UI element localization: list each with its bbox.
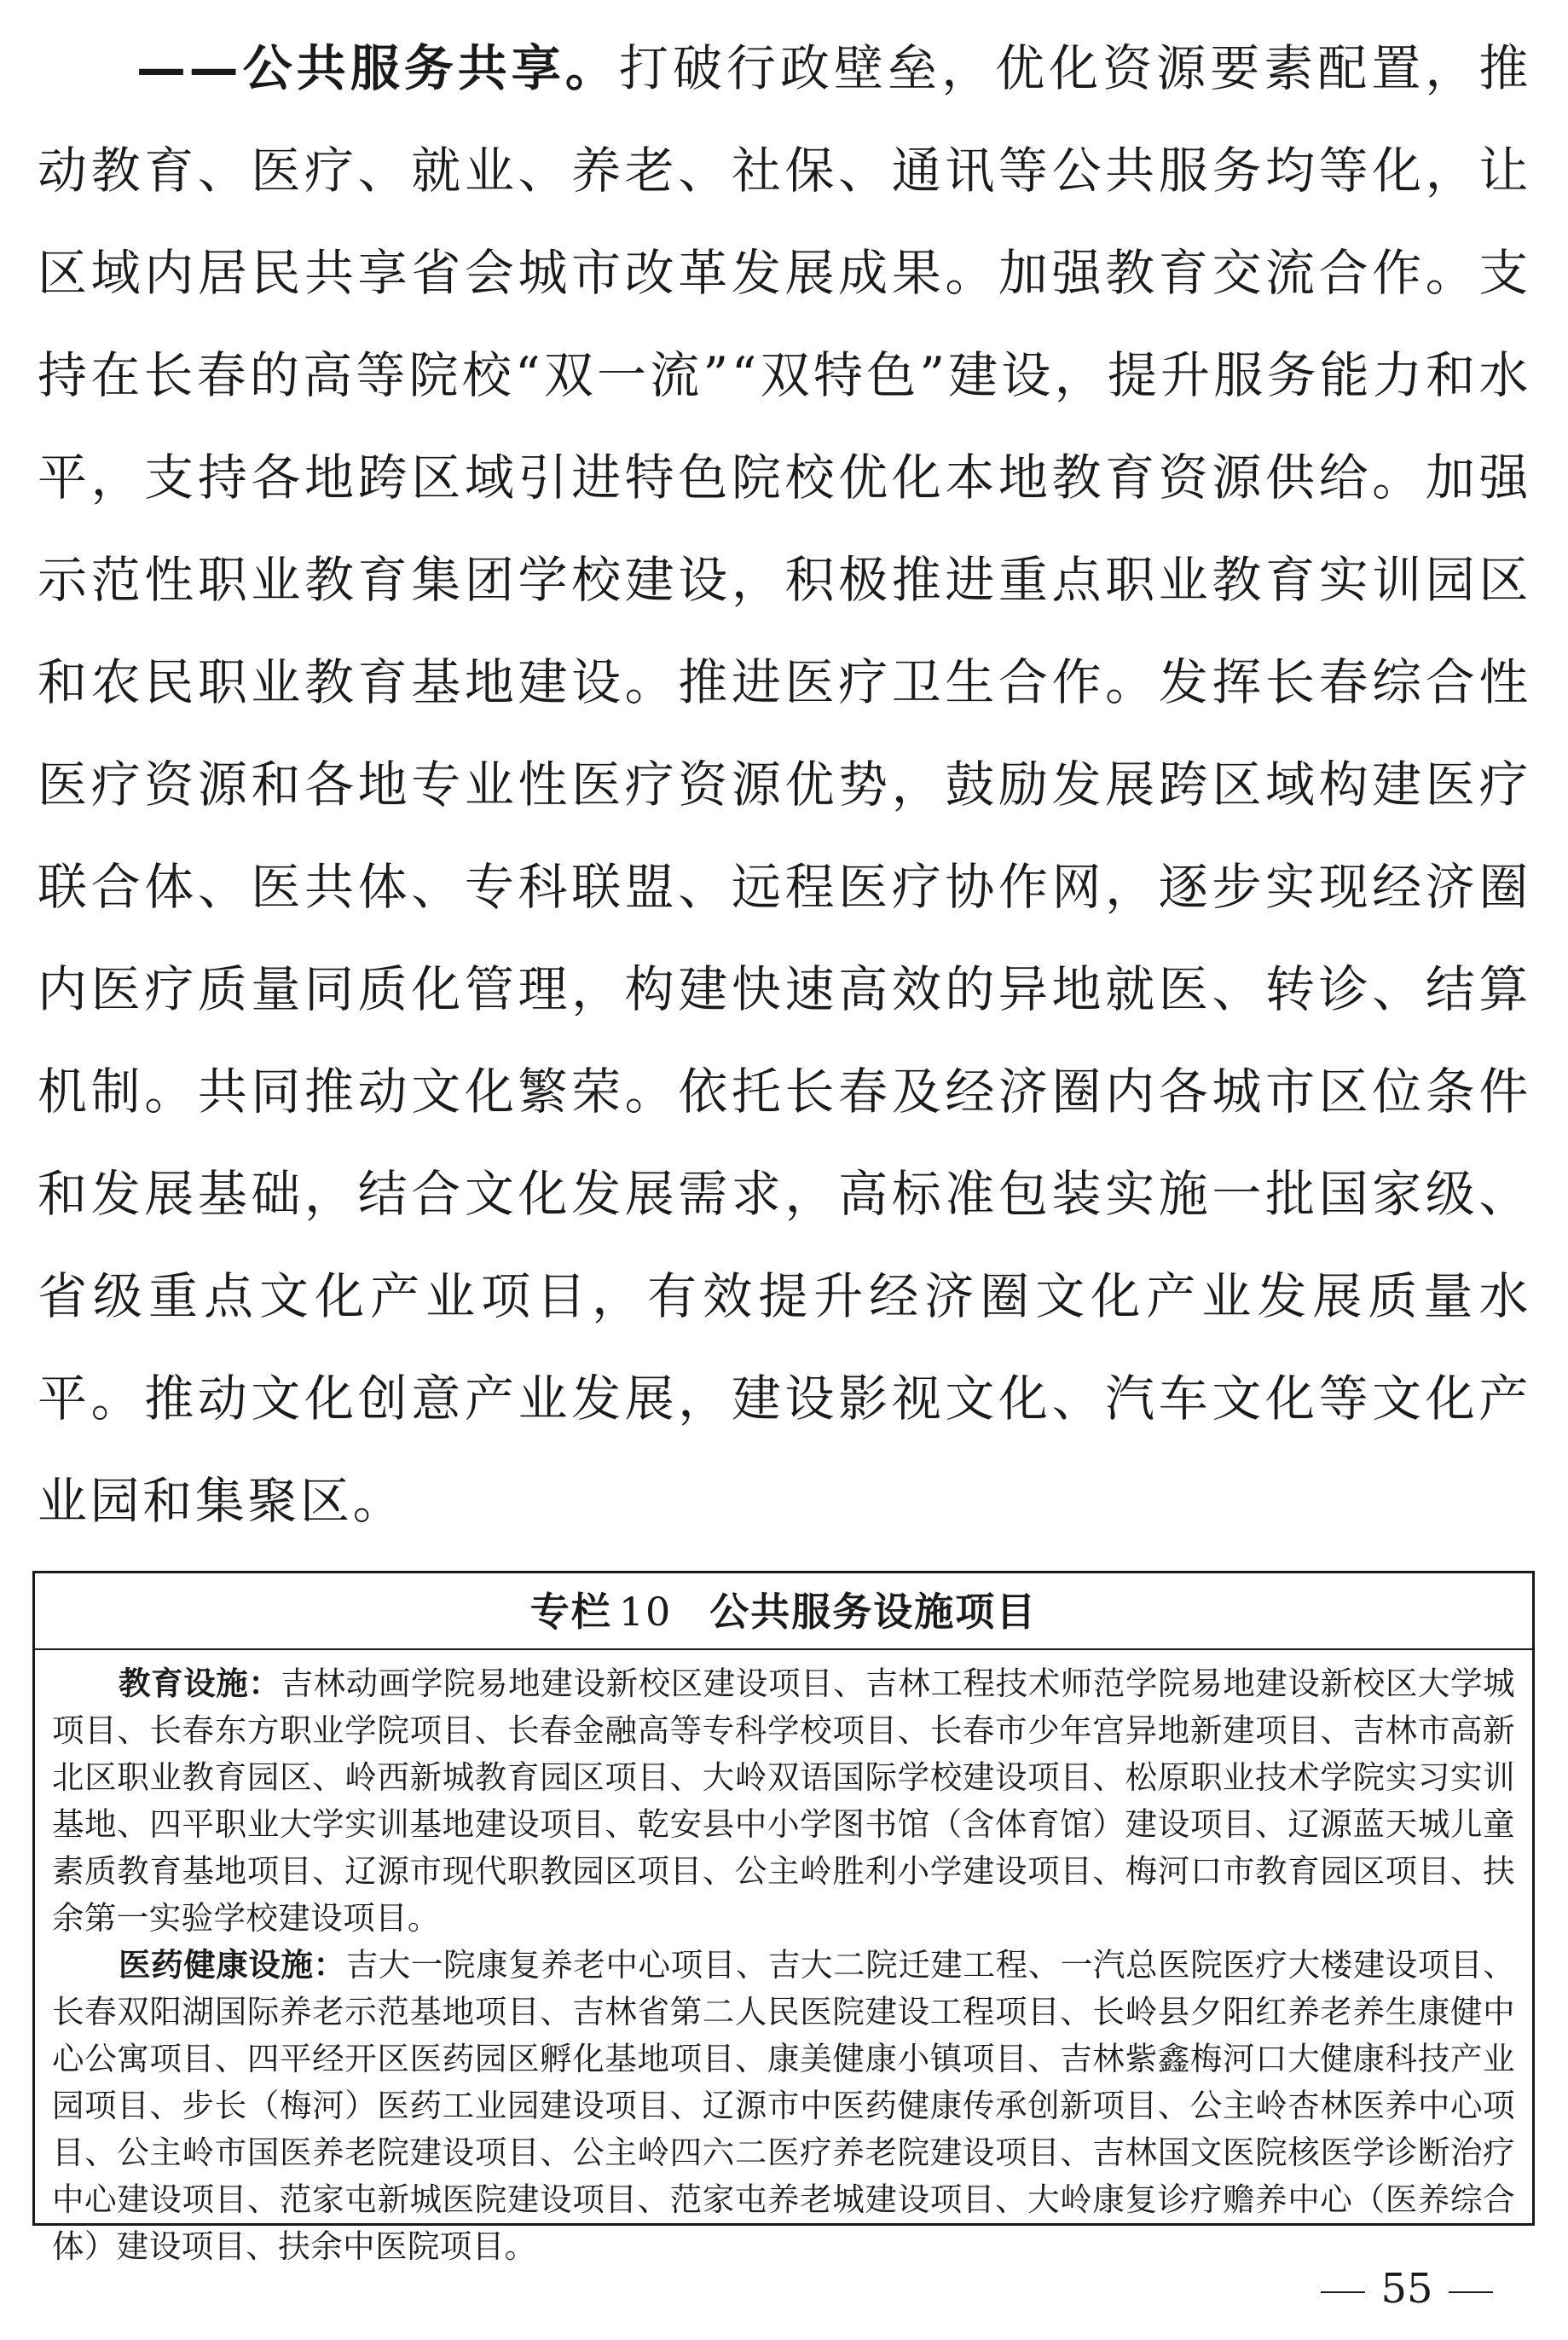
page-number-value: 55 [1380, 2265, 1433, 2313]
feature-box-title-text: 公共服务设施项目 [709, 1589, 1038, 1635]
feature-box-body [35, 1650, 1532, 2270]
feature-box-title-number: 10 [618, 1589, 673, 1635]
paragraph-text: 打破行政壁垒，优化资源要素配置，推动教育、医疗、就业、养老、社保、通讯等公共服务均等化，让区域内居民共享省会城市改革发展成果。加强教育交流合作。支持在长春的高等院校“双一流”“双特色”建设，提升服务能力和水平，支持各地跨区域引进特色院校优化本地教育资源供给。加强示范性职业教育集团学校建设，积极推进重点职业教育实训园区和农民职业教育基地建设。推进医疗卫生合作。发挥长春综合性医疗资源和各地专业性医疗资源优势，鼓励发展跨区域构建医疗联合体、医共体、专科联盟、远程医疗协作网，逐步实现经济圈内医疗质量同质化管理，构建快速高效的异地就医、转诊、结算机制。共同推动文化繁荣。依托长春及经济圈内各城市区位条件和发展基础，结合文化发展需求，高标准包装实施一批国家级、省级重点文化产业项目，有效提升经济圈文化产业发展质量水平。推动文化创意产业发展，建设影视文化、汽车文化等文化产业园和集聚区。 [38, 39, 1532, 1530]
feature-box-title-prefix: 专栏 [529, 1589, 612, 1635]
section-label: 教育设施： [119, 1665, 281, 1702]
page-number [1296, 2262, 1518, 2316]
education-facilities-paragraph [52, 1660, 1515, 1942]
left-dash [1321, 2291, 1365, 2293]
section-text: 吉林动画学院易地建设新校区建设项目、吉林工程技术师范学院易地建设新校区大学城项目、长春东方职业学院项目、长春金融高等专科学校项目、长春市少年宫异地新建项目、吉林市高新北区职业教育园区、岭西新城教育园区项目、大岭双语国际学校建设项目、松原职业技术学院实习实训基地、四平职业大学实训基地建设项目、乾安县中小学图书馆（含体育馆）建设项目、辽源蓝天城儿童素质教育基地项目、辽源市现代职教园区项目、公主岭胜利小学建设项目、梅河口市教育园区项目、扶余第一实验学校建设项目。 [52, 1665, 1516, 1937]
document-page [38, 17, 1531, 1552]
paragraph-lead: ——公共服务共享。 [136, 39, 619, 97]
section-label: 医药健康设施： [119, 1946, 346, 1984]
section-text: 吉大一院康复养老中心项目、吉大二院迁建工程、一汽总医院医疗大楼建设项目、长春双阳湖国际养老示范基地项目、吉林省第二人民医院建设工程项目、长岭县夕阳红养老养生康健中心公寓项目、四平经开区医药园区孵化基地项目、康美健康小镇项目、吉林紫鑫梅河口大健康科技产业园项目、步长（梅河）医药工业园建设项目、辽源市中医药健康传承创新项目、公主岭杏林医养中心项目、公主岭市国医养老院建设项目、公主岭四六二医疗养老院建设项目、吉林国文医院核医学诊断治疗中心建设项目、范家屯新城医院建设项目、范家屯养老城建设项目、大岭康复诊疗赡养中心（医养综合体）建设项目、扶余中医院项目。 [52, 1946, 1515, 2265]
feature-box-title [35, 1573, 1532, 1650]
feature-box [32, 1571, 1535, 2265]
right-dash [1449, 2291, 1493, 2293]
medical-facilities-paragraph [52, 1942, 1515, 2270]
body-paragraph [38, 17, 1531, 1552]
